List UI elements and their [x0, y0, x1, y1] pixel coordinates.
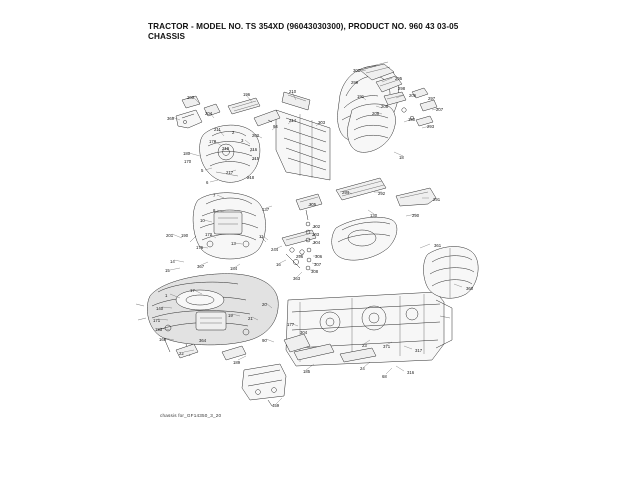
callout-number: 2 [232, 130, 235, 135]
callout-number: 189 [233, 360, 241, 365]
callout-number: 211 [214, 127, 221, 132]
callout-number: 203 [318, 120, 326, 125]
callout-number: 20 [262, 302, 267, 307]
callout-number: 1 [165, 293, 168, 298]
right-side-panels-group [332, 178, 478, 298]
callout-number: 303 [312, 232, 320, 237]
callout-number: 180 [183, 151, 191, 156]
callout-number: 316 [407, 370, 415, 375]
callout-number: 94 [273, 124, 278, 129]
callout-number: 306 [315, 254, 323, 259]
callout-number: 18 [399, 155, 404, 160]
callout-number: 308 [311, 269, 319, 274]
callout-number: 8 [213, 208, 216, 213]
callout-number: 185 [303, 369, 311, 374]
callout-number: 13 [231, 241, 236, 246]
callout-number: 369 [167, 116, 175, 121]
callout-number: 215 [252, 156, 260, 161]
callout-number: 23 [362, 343, 367, 348]
callout-number: 367 [197, 264, 205, 269]
callout-number: 130 [370, 213, 378, 218]
callout-number: 16 [276, 262, 281, 267]
callout-number: 68 [382, 374, 387, 379]
mower-deck-group [136, 274, 278, 360]
callout-number: 5 [201, 168, 204, 173]
callout-number: 361 [434, 243, 442, 248]
callout-number: 21 [248, 316, 253, 321]
callout-number: 15 [165, 268, 170, 273]
callout-number: 210 [289, 89, 297, 94]
callout-number: 371 [383, 344, 391, 349]
callout-number: 299 [351, 80, 359, 85]
callout-number: 208 [381, 104, 389, 109]
callout-number: 170 [184, 159, 192, 164]
callout-number: 22 [179, 351, 184, 356]
callout-number: 196 [243, 92, 251, 97]
callout-number: 130 [408, 117, 416, 122]
callout-number: 17 [190, 288, 195, 293]
callout-number: 302 [313, 224, 321, 229]
callout-number: 218 [247, 175, 255, 180]
callout-number: 219 [222, 146, 230, 151]
callout-number: 24 [360, 366, 365, 371]
callout-number: 201 [166, 233, 174, 238]
callout-number: 204 [205, 111, 213, 116]
callout-number: 292 [378, 191, 386, 196]
callout-number: 169 [159, 337, 167, 342]
callout-number: 202 [252, 133, 260, 138]
callout-number: 214 [289, 118, 297, 123]
callout-number: 191 [357, 94, 365, 99]
callout-number: 293 [427, 124, 435, 129]
callout-number: 459 [272, 403, 280, 408]
callout-number: 244 [271, 247, 279, 252]
callout-number: 317 [415, 348, 423, 353]
callout-number: 172 [205, 232, 213, 237]
callout-number: 216 [250, 147, 258, 152]
left-small-parts-group [176, 96, 220, 128]
callout-number: 296 [296, 254, 304, 259]
callout-number: 10 [200, 218, 205, 223]
section-title-line: CHASSIS [148, 32, 186, 41]
callout-number: 363 [293, 276, 301, 281]
callout-number: 184 [230, 266, 238, 271]
callout-number: 176 [196, 245, 204, 250]
callout-number: 290 [412, 213, 420, 218]
callout-number: 207 [436, 107, 444, 112]
callout-number: 291 [433, 197, 441, 202]
callout-number: 178 [209, 139, 217, 144]
callout-number: 217 [226, 170, 234, 175]
callout-number: 297 [428, 96, 436, 101]
callout-number: 171 [153, 318, 161, 323]
callout-number: 6 [206, 180, 209, 185]
callout-number: 294 [342, 190, 350, 195]
callout-number: 360 [466, 286, 474, 291]
callout-number: 190 [181, 233, 189, 238]
callout-number: 304 [300, 330, 308, 335]
callout-number: 14 [170, 259, 175, 264]
callout-number: 364 [199, 338, 207, 343]
drawing-reference-code: chassis for_GF14350_3_20 [160, 413, 222, 418]
callout-number: 200 [187, 95, 195, 100]
callout-number: 19 [228, 313, 233, 318]
callout-number: 11 [259, 234, 264, 239]
callout-number: 295 [395, 76, 403, 81]
callout-number: 206 [409, 93, 417, 98]
callout-number: 7 [213, 193, 216, 198]
model-title-line: TRACTOR - MODEL NO. TS 354XD (96043030300), PRODUCT NO. 960 43 03-05 [148, 22, 459, 31]
callout-number: 298 [398, 86, 406, 91]
callout-number: 177 [287, 322, 295, 327]
callout-number: 90 [262, 338, 267, 343]
callout-number: 305 [309, 202, 317, 207]
callout-number: 3 [241, 138, 244, 143]
callout-number: 183 [155, 327, 163, 332]
callout-number: 304 [313, 240, 321, 245]
callout-number: 140 [156, 306, 164, 311]
callout-number: 300 [353, 68, 361, 73]
callout-number: 137 [262, 207, 270, 212]
callout-number: 307 [314, 262, 322, 267]
callout-number: 209 [372, 111, 380, 116]
